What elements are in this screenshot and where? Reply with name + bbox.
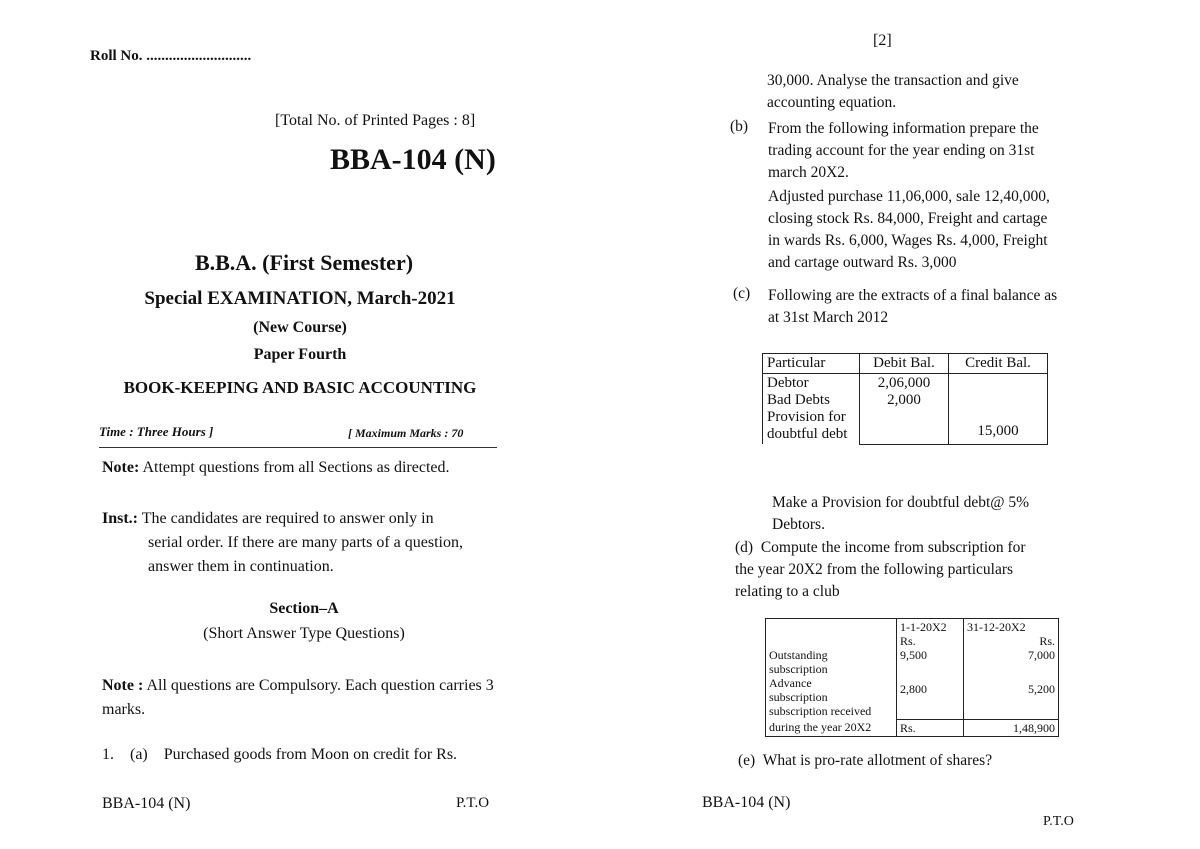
- time-allowed: Time : Three Hours ]: [99, 424, 214, 439]
- row-label: subscription: [769, 690, 828, 704]
- part-e-label: (e): [738, 752, 756, 769]
- part-e-question: [738, 752, 992, 770]
- header-divider: [99, 447, 497, 448]
- row-label: subscription received: [769, 704, 872, 718]
- text-line: the year 20X2 from the following particulars: [735, 561, 1014, 578]
- note-text: Attempt questions from all Sections as directed.: [142, 459, 450, 476]
- text-line: and cartage outward Rs. 3,000: [768, 254, 957, 271]
- table-cell: [949, 374, 1048, 445]
- debit-value: 2,06,000: [877, 375, 931, 391]
- table-cell: [763, 374, 860, 445]
- text-line: closing stock Rs. 84,000, Freight and cartage: [768, 210, 1048, 227]
- column-header: 1-1-20X2: [900, 620, 947, 634]
- table-row: [763, 374, 1048, 445]
- question-number: 1.: [102, 746, 114, 763]
- text-line: accounting equation.: [767, 94, 897, 111]
- table-header: Credit Bal.: [949, 354, 1048, 374]
- subscription-table: [765, 618, 1059, 737]
- text-line: trading account for the year ending on 31st: [768, 142, 1035, 159]
- table-cell: [897, 619, 964, 720]
- section-subheading: (Short Answer Type Questions): [203, 625, 405, 642]
- unit-label: Rs.: [900, 634, 916, 648]
- total-printed-pages: [Total No. of Printed Pages : 8]: [275, 112, 476, 129]
- section-note: [102, 674, 497, 722]
- paper-number: Paper Fourth: [253, 346, 347, 363]
- text-line: From the following information prepare the: [768, 120, 1039, 137]
- footer-paper-code: BBA-104 (N): [702, 794, 791, 811]
- part-c-label: (c): [733, 285, 751, 302]
- section-note-label: Note :: [102, 677, 144, 694]
- value: 9,500: [900, 648, 927, 662]
- row-label: subscription: [769, 662, 828, 676]
- inst-rest: serial order. If there are many parts of a question, answer them in continuation.: [148, 534, 463, 575]
- question-1a: [102, 746, 457, 764]
- value: 7,000: [1028, 648, 1055, 662]
- row-label: Bad Debts: [767, 392, 830, 408]
- part-d-label: (d): [735, 539, 754, 556]
- paper-code: BBA-104 (N): [330, 143, 496, 176]
- part-c-question: [768, 285, 1057, 329]
- column-header: 31-12-20X2: [967, 620, 1026, 634]
- balance-table: [762, 353, 1048, 445]
- course-title: B.B.A. (First Semester): [194, 250, 414, 275]
- roll-number: Roll No. ............................: [90, 48, 252, 64]
- table-cell: during the year 20X2: [766, 719, 897, 736]
- text-line: in wards Rs. 6,000, Wages Rs. 4,000, Freight: [768, 232, 1048, 249]
- part-b-question: [768, 118, 1039, 184]
- text-line: Compute the income from subscription for: [760, 539, 1026, 556]
- table-header-row: [763, 354, 1048, 374]
- text-line: march 20X2.: [768, 164, 849, 181]
- part-c-instruction: [772, 492, 1029, 536]
- value: 1,48,900: [964, 719, 1059, 736]
- question-part: (a): [130, 746, 148, 763]
- text-line: 30,000. Analyse the transaction and give: [767, 72, 1019, 89]
- subject-title: BOOK-KEEPING AND BASIC ACCOUNTING: [123, 378, 477, 397]
- course-type: (New Course): [253, 319, 347, 336]
- table-header: Debit Bal.: [860, 354, 949, 374]
- row-label: Debtor: [767, 375, 809, 391]
- section-heading: Section–A: [269, 600, 339, 617]
- unit-label: Rs.: [1039, 634, 1055, 648]
- table-row: [766, 619, 1059, 720]
- section-note-text: All questions are Compulsory. Each question carries 3 marks.: [102, 677, 494, 718]
- footer-pto: P.T.O: [456, 795, 490, 811]
- instructions: [102, 507, 497, 579]
- general-note: [102, 459, 449, 477]
- part-b-label: (b): [730, 118, 749, 135]
- inst-line1: The candidates are required to answer only in: [141, 510, 434, 527]
- text-line: Make a Provision for doubtful debt@ 5%: [772, 494, 1030, 511]
- table-cell: [860, 374, 949, 445]
- row-label: Advance: [769, 676, 812, 690]
- row-label: Outstanding: [769, 648, 828, 662]
- question-text: Purchased goods from Moon on credit for Rs.: [163, 746, 458, 763]
- footer-paper-code: BBA-104 (N): [102, 795, 191, 812]
- table-cell: [964, 619, 1059, 720]
- part-b-data: [768, 186, 1050, 274]
- value: 2,800: [900, 682, 927, 696]
- note-label: Note:: [102, 459, 140, 476]
- inst-label: Inst.:: [102, 510, 139, 527]
- question-1a-continued: [767, 70, 1019, 114]
- table-header: Particular: [763, 354, 860, 374]
- text-line: Adjusted purchase 11,06,000, sale 12,40,000,: [768, 188, 1050, 205]
- right-page: [600, 0, 1200, 849]
- credit-value: 15,000: [977, 422, 1019, 439]
- text-line: Following are the extracts of a final balance as: [768, 287, 1058, 304]
- value: 5,200: [1028, 682, 1055, 696]
- row-label: doubtful debt: [767, 426, 848, 442]
- table-cell: [766, 619, 897, 720]
- maximum-marks: [ Maximum Marks : 70: [348, 426, 464, 440]
- debit-value: 2,000: [887, 392, 921, 408]
- unit-label: Rs.: [897, 719, 964, 736]
- footer-pto: P.T.O: [1043, 814, 1074, 829]
- part-d-question: [735, 537, 1026, 603]
- exam-title: Special EXAMINATION, March-2021: [144, 288, 456, 309]
- text-line: [735, 537, 1026, 559]
- table-row: [766, 719, 1059, 736]
- text-line: at 31st March 2012: [768, 309, 889, 326]
- page-number: [2]: [873, 32, 892, 49]
- text-line: Debtors.: [772, 516, 825, 533]
- text-line: What is pro-rate allotment of shares?: [762, 752, 993, 769]
- text-line: relating to a club: [735, 583, 840, 600]
- row-label: Provision for: [767, 409, 846, 425]
